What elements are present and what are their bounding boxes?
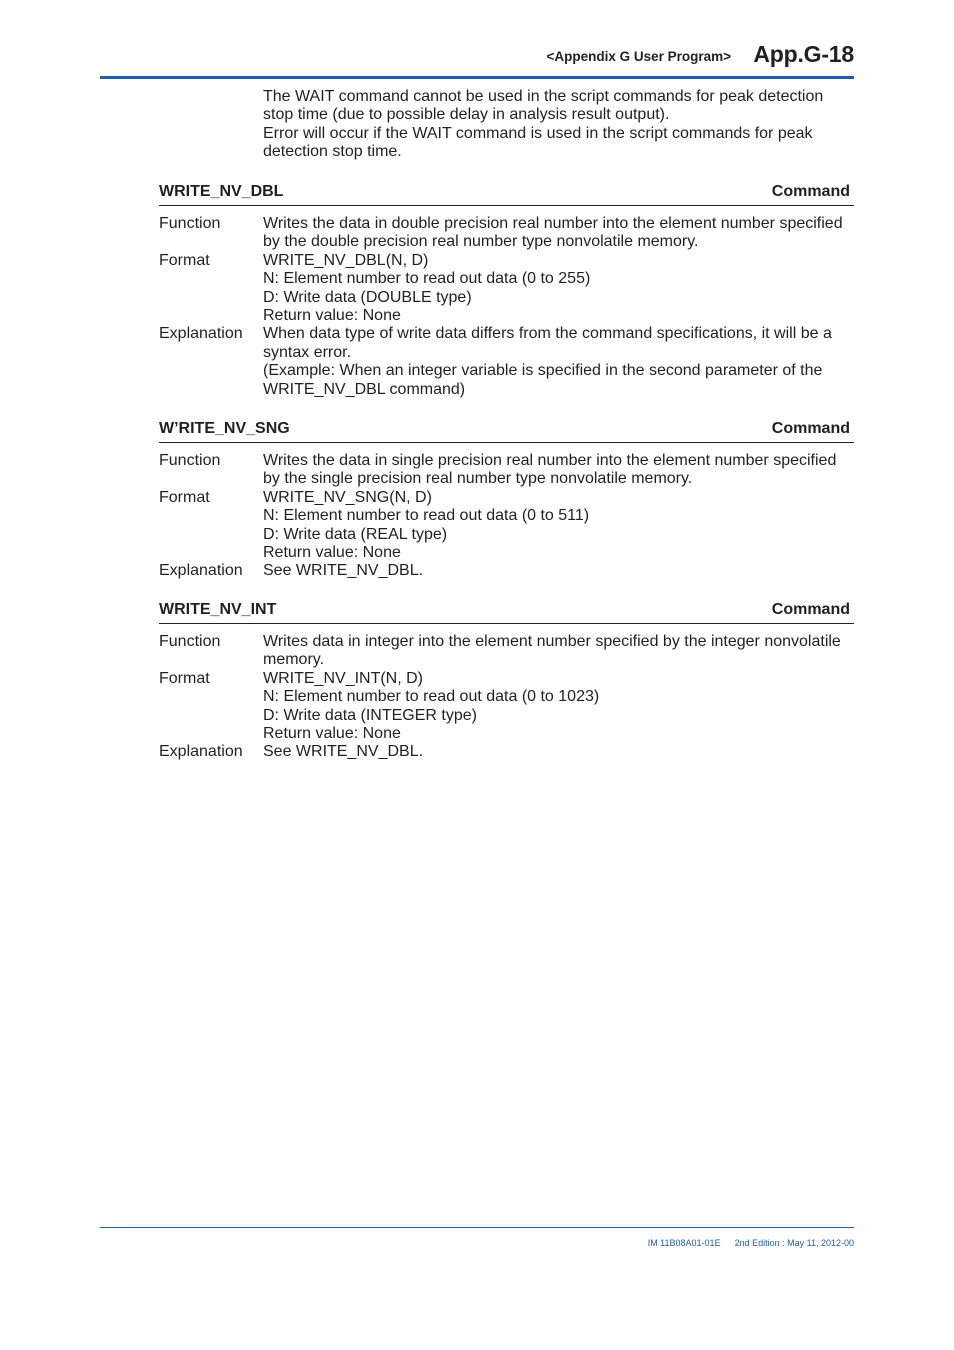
format-label: Format [159,669,210,687]
function-label: Function [159,452,221,469]
function-row [159,633,854,670]
section-write-nv-sng [159,420,854,581]
format-line: D: Write data (INTEGER type) [263,706,477,724]
explanation-row [159,325,854,399]
section-title: WRITE_NV_INT [159,601,277,618]
explanation-row [159,743,854,761]
section-title: W’RITE_NV_SNG [159,420,290,437]
section-title: WRITE_NV_DBL [159,183,284,200]
section-write-nv-int [159,601,854,762]
intro-line: The WAIT command cannot be used in the script commands for peak detection stop time (due to possible delay in analysis result output). [263,88,824,124]
format-line: WRITE_NV_INT(N, D) [263,669,423,687]
format-row [159,252,854,326]
format-label: Format [159,488,210,506]
intro-note [263,88,854,162]
section-heading [159,601,854,624]
function-text: Writes the data in single precision real number into the element number specified by the single precision real number type nonvolatile memory. [263,452,837,488]
format-line: D: Write data (DOUBLE type) [263,288,472,306]
format-label: Format [159,251,210,269]
document-number: IM 11B08A01-01E [647,1238,721,1248]
page-footer [100,1227,854,1248]
edition-info: 2nd Edition : May 11, 2012-00 [734,1238,854,1248]
function-row [159,452,854,489]
function-text: Writes the data in double precision real number into the element number specified by the double precision real number type nonvolatile memory. [263,215,843,251]
format-line: Return value: None [263,307,401,325]
format-row [159,489,854,563]
chapter-title: <Appendix G User Program> [546,49,731,64]
section-heading [159,420,854,443]
format-line: D: Write data (REAL type) [263,525,448,543]
function-label: Function [159,215,221,232]
section-heading [159,183,854,206]
explanation-line: See WRITE_NV_DBL. [263,743,424,761]
format-row [159,670,854,744]
page-number: App.G-18 [753,41,854,67]
section-write-nv-dbl [159,183,854,399]
format-line: WRITE_NV_SNG(N, D) [263,488,432,506]
section-kind: Command [771,183,850,200]
format-line: Return value: None [263,544,401,562]
explanation-row [159,562,854,580]
function-label: Function [159,633,221,650]
section-kind: Command [771,420,850,437]
function-text: Writes data in integer into the element number specified by the integer nonvolatile memory. [263,633,841,669]
explanation-label: Explanation [159,743,243,761]
explanation-line: See WRITE_NV_DBL. [263,562,424,580]
format-line: N: Element number to read out data (0 to 1023) [263,688,600,706]
section-kind: Command [771,601,850,618]
explanation-line: When data type of write data differs from the command specifications, it will be a syntax error. [263,325,832,361]
format-line: N: Element number to read out data (0 to 255) [263,270,591,288]
explanation-label: Explanation [159,562,243,580]
explanation-line: (Example: When an integer variable is specified in the second parameter of the WRITE_NV_DBL command) [263,362,823,398]
function-row [159,215,854,252]
page-header [100,40,854,79]
intro-line: Error will occur if the WAIT command is used in the script commands for peak detection stop time. [263,124,813,161]
format-line: Return value: None [263,725,401,743]
explanation-label: Explanation [159,325,243,343]
format-line: N: Element number to read out data (0 to 511) [263,507,590,525]
format-line: WRITE_NV_DBL(N, D) [263,251,429,269]
